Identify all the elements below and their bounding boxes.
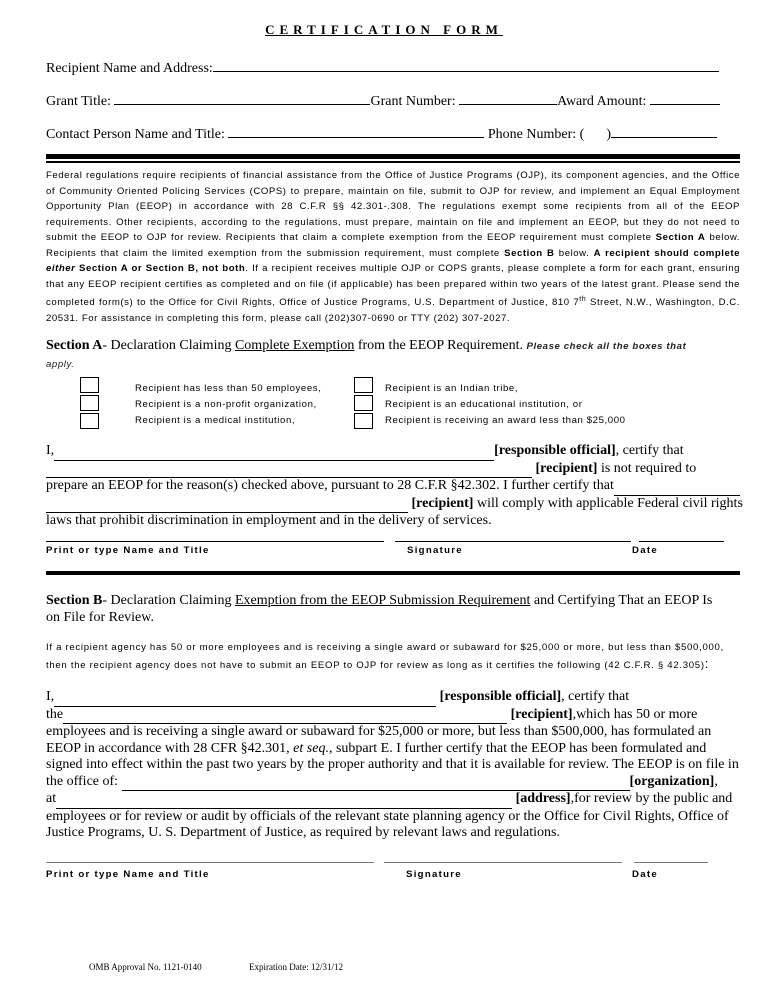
section-a-heading: Section A- Declaration Claiming Complete Exemption from the EEOP Requirement. Please check all the boxes that apply. (46, 338, 687, 370)
label-educational: Recipient is an educational institution, or (385, 399, 583, 410)
checkbox-less-than-50[interactable] (80, 377, 99, 393)
phone-blank[interactable] (611, 124, 717, 138)
recipient-name-blank[interactable] (213, 58, 719, 72)
b-organization-blank[interactable] (122, 774, 630, 792)
form-title: CERTIFICATION FORM (265, 22, 503, 37)
b-official-blank[interactable] (54, 689, 436, 707)
a-name-label: Print or type Name and Title (46, 545, 210, 556)
contact-label: Contact Person Name and Title: (46, 127, 225, 142)
a-date-label: Date (632, 545, 658, 556)
grant-title-label: Grant Title: (46, 94, 111, 109)
checkbox-educational[interactable] (354, 395, 373, 411)
contact-row (46, 124, 717, 143)
award-amount-label: Award Amount: (557, 94, 647, 109)
top-rule-thin (46, 161, 740, 163)
middle-rule (46, 571, 740, 575)
label-indian-tribe: Recipient is an Indian tribe, (385, 383, 519, 394)
b-date-label: Date (632, 869, 658, 880)
section-b-intro: If a recipient agency has 50 or more employees and is receiving a single award or subaward for $25,000 or more, but less than $500,000, then the recipient agency does not have to submit an EEOP to OJP for review as long as it certifies the following (42 C.F.R. § 42.305): (46, 642, 724, 671)
grant-number-blank[interactable] (459, 91, 557, 105)
section-a-certification: I, [responsible official], certify that [recipient] is not required to prepare an EEOP for the reason(s) checked above, pursuant to 28 C.F.R §42.302. I further certify that [recipient] will comply with applicable Federal civil rights laws that prohibit discrimination in employment and in the delivery of services. (46, 443, 743, 528)
b-signature-line[interactable] (384, 862, 622, 863)
checkbox-indian-tribe[interactable] (354, 377, 373, 393)
top-rule (46, 154, 740, 159)
b-recipient-blank[interactable] (63, 707, 507, 725)
a-recipient-blank[interactable] (46, 461, 532, 479)
b-name-label: Print or type Name and Title (46, 869, 210, 880)
recipient-name-label: Recipient Name and Address: (46, 61, 213, 76)
a-signature-label: Signature (407, 545, 463, 556)
a-date-line[interactable] (639, 541, 724, 542)
a-name-line[interactable] (46, 541, 384, 542)
label-non-profit: Recipient is a non-profit organization, (135, 399, 317, 410)
b-address-blank[interactable] (56, 791, 512, 809)
a-recipient2-blank-a[interactable] (614, 478, 740, 496)
grant-title-blank[interactable] (114, 91, 370, 105)
checkbox-labels-left (135, 381, 321, 429)
grant-number-label: Grant Number: (370, 94, 456, 109)
checkbox-group-left (80, 377, 99, 431)
section-b-heading: Section B- Declaration Claiming Exemption from the EEOP Submission Requirement and Certifying That an EEOP Is on File for Review. (46, 593, 713, 625)
phone-close: ) (606, 127, 611, 142)
b-date-line[interactable] (634, 862, 708, 863)
checkbox-medical[interactable] (80, 413, 99, 429)
award-amount-blank[interactable] (650, 91, 720, 105)
grant-row (46, 91, 720, 110)
label-award-less-25000: Recipient is receiving an award less than $25,000 (385, 415, 626, 426)
label-less-than-50: Recipient has less than 50 employees, (135, 383, 322, 394)
b-name-line[interactable] (46, 862, 374, 863)
b-signature-label: Signature (406, 869, 462, 880)
expiration-date: Expiration Date: 12/31/12 (249, 962, 343, 972)
a-signature-line[interactable] (395, 541, 631, 542)
section-b-certification: I, [responsible official], certify that the [recipient],which has 50 or more employees and is receiving a single award or subaward for $25,000 or more, but less than $500,000, has formulated an EEOP in accordance with 28 CFR §42.301, et seq., subpart E. I further certify that the EEOP has been formulated and signed into effect within the past two years by the proper authority and that it is available for review. The EEOP is on file in the office of: [organization], at [address],for review by the public and employees or for review or audit by officials of the relevant state planning agency or the Office for Civil Rights, Office of Justice Programs, U. S. Department of Justice, as required by relevant laws and regulations. (46, 689, 739, 840)
label-medical: Recipient is a medical institution, (135, 415, 296, 426)
checkbox-group-right (354, 377, 373, 431)
a-recipient2-blank-b[interactable] (46, 496, 408, 514)
omb-approval: OMB Approval No. 1121-0140 (89, 962, 202, 972)
a-official-blank[interactable] (54, 443, 494, 461)
checkbox-non-profit[interactable] (80, 395, 99, 411)
recipient-name-field[interactable] (46, 58, 719, 77)
checkbox-labels-right (385, 381, 626, 429)
checkbox-award-less-25000[interactable] (354, 413, 373, 429)
instructions-paragraph: Federal regulations require recipients of financial assistance from the Office of Justice Programs (OJP), its component agencies, and the Office of Community Oriented Policing Services (COPS) to prepare, maintain on file, submit to OJP for review, and implement an Equal Employment Opportunity Plan (EEOP) in accordance with 28 C.F.R §§ 42.301-.308. The regulations exempt some recipients from all of the EEOP requirements. Other recipients, according to the regulations, must prepare, maintain on file and implement an EEOP, but they do not need to submit the EEOP to OJP for review. Recipients that claim a complete exemption from the EEOP requirement must complete Section A below. Recipients that claim the limited exemption from the submission requirement, must complete Section B below. A recipient should complete either Section A or Section B, not both. If a recipient receives multiple OJP or COPS grants, please complete a form for each grant, ensuring that any EEOP recipient certifies as completed and on file (if applicable) has been prepared within two years of the latest grant. Please send the completed form(s) to the Office for Civil Rights, Office of Justice Programs, U.S. Department of Justice, 810 7th Street, N.W., Washington, D.C. 20531. For assistance in completing this form, please call (202)307-0690 or TTY (202) 307-2027. (46, 170, 740, 324)
phone-label: Phone Number: ( (487, 127, 585, 142)
contact-blank[interactable] (228, 124, 484, 138)
